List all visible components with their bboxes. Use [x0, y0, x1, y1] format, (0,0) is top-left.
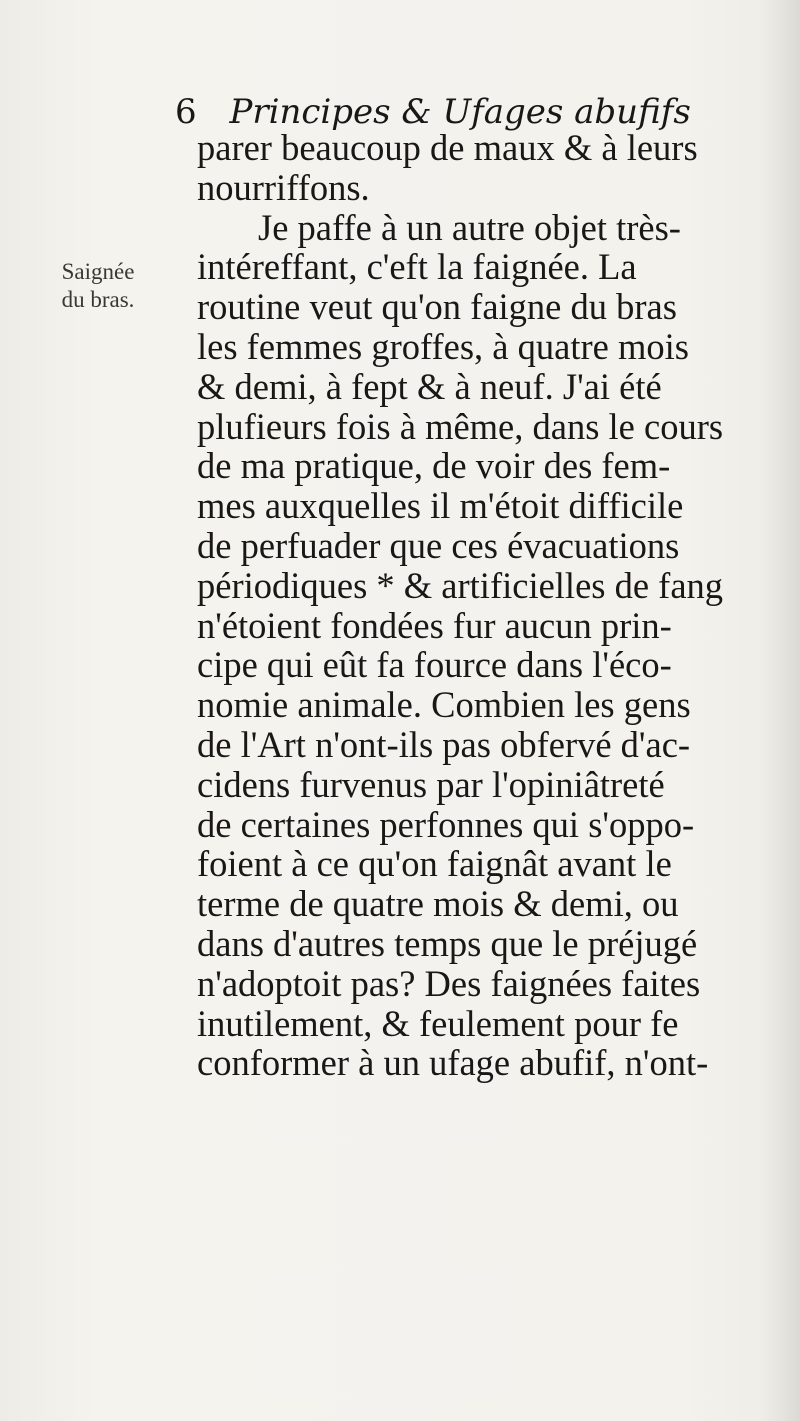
running-title: Principes & Ufages abufifs — [229, 92, 691, 132]
body-text — [197, 128, 800, 1083]
text-line: & demi, à fept & à neuf. J'ai été — [197, 365, 662, 407]
margin-note-line: Saignée — [61, 259, 135, 284]
text-line: n'adoptoit pas? Des faignées faites — [197, 962, 701, 1004]
text-line: mes auxquelles il m'étoit difficile — [197, 485, 684, 527]
text-line: intéreffant, c'eft la faignée. La — [197, 246, 637, 288]
text-line: nomie animale. Combien les gens — [197, 684, 691, 726]
margin-note-line: du bras. — [61, 287, 135, 312]
text-line: terme de quatre mois & demi, ou — [197, 883, 679, 925]
text-line: de certaines perfonnes qui s'oppo- — [197, 803, 695, 845]
text-line: de ma pratique, de voir des fem- — [197, 445, 671, 487]
text-line: de perfuader que ces évacuations — [197, 524, 680, 566]
text-line: cidens furvenus par l'opiniâtreté — [197, 763, 665, 805]
text-line: inutilement, & feulement pour fe — [197, 1002, 679, 1044]
text-line: Je paffe à un autre objet très- — [258, 206, 681, 248]
text-line: dans d'autres temps que le préjugé — [197, 922, 698, 964]
running-header — [175, 92, 691, 132]
margin-note — [8, 258, 188, 314]
text-line: nourriffons. — [197, 166, 370, 208]
text-line: les femmes groffes, à quatre mois — [197, 325, 689, 367]
page-number: 6 — [175, 92, 197, 132]
text-line: périodiques * & artificielles de fang — [197, 564, 724, 606]
text-line: de l'Art n'ont-ils pas obfervé d'ac- — [197, 723, 691, 765]
text-line: parer beaucoup de maux & à leurs — [197, 127, 698, 168]
text-line: cipe qui eût fa fource dans l'éco- — [197, 644, 672, 686]
text-line: conformer à un ufage abufif, n'ont- — [197, 1042, 709, 1084]
text-line: n'étoient fondées fur aucun prin- — [197, 604, 672, 646]
text-line: foient à ce qu'on faignât avant le — [197, 843, 672, 885]
text-line: routine veut qu'on faigne du bras — [197, 286, 677, 328]
text-line: plufieurs fois à même, dans le cours — [197, 405, 724, 447]
